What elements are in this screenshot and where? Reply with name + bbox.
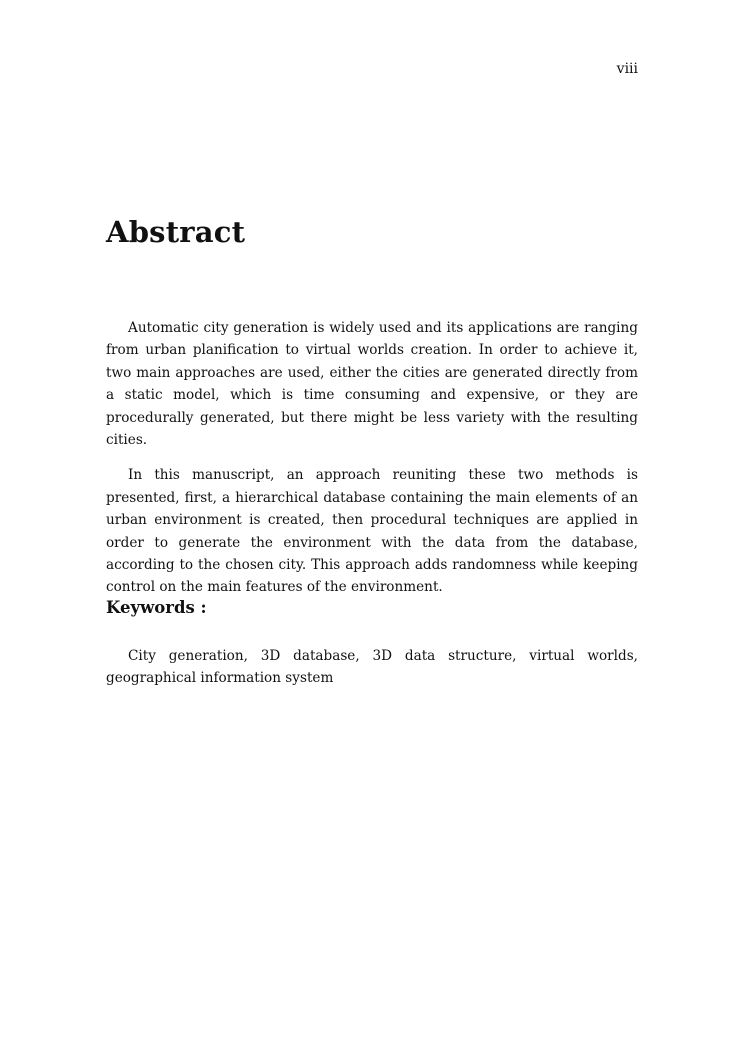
page-number: viii	[616, 61, 638, 77]
keywords-body	[106, 645, 638, 690]
keywords-heading: Keywords :	[106, 598, 207, 617]
abstract-body	[106, 317, 638, 599]
abstract-paragraph: In this manuscript, an approach reuniting these two methods is presented, first, a hierarchical database containing the main elements of an urban environment is created, then procedural techniques are applied in order to generate the environment with the data from the database, according to the chosen city. This approach adds randomness while keeping control on the main features of the environment.	[106, 467, 638, 596]
abstract-paragraph: Automatic city generation is widely used and its applications are ranging from urban planification to virtual worlds creation. In order to achieve it, two main approaches are used, either the cities are generated directly from a static model, which is time consuming and expensive, or they are procedurally generated, but there might be less variety with the resulting cities.	[106, 320, 638, 449]
keywords-text: City generation, 3D database, 3D data structure, virtual worlds, geographical information system	[106, 648, 638, 687]
chapter-title: Abstract	[106, 215, 246, 249]
